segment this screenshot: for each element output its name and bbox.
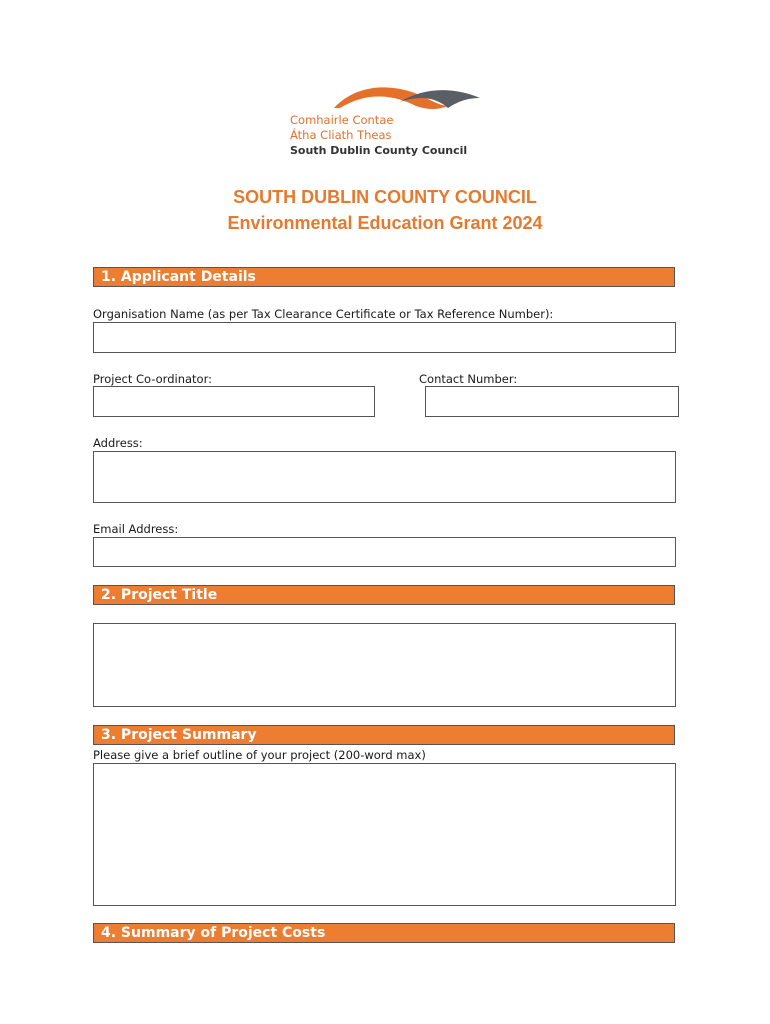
council-logo	[288, 86, 484, 160]
email-address-label: Email Address:	[93, 522, 179, 536]
contact-number-label: Contact Number:	[419, 372, 518, 386]
organisation-name-label: Organisation Name (as per Tax Clearance Certificate or Tax Reference Number):	[93, 307, 554, 321]
wave-logo-icon	[288, 86, 484, 116]
logo-text-irish-2: Átha Cliath Theas	[290, 128, 392, 142]
section-header-applicant-details: 1. Applicant Details	[93, 267, 675, 287]
section-header-project-costs: 4. Summary of Project Costs	[93, 923, 675, 943]
project-summary-instruction: Please give a brief outline of your project (200-word max)	[93, 748, 426, 762]
organisation-name-input[interactable]	[93, 322, 676, 353]
section-header-project-title: 2. Project Title	[93, 585, 675, 605]
project-coordinator-input[interactable]	[93, 386, 375, 417]
logo-text-english: South Dublin County Council	[290, 144, 468, 157]
project-summary-input[interactable]	[93, 763, 676, 906]
address-input[interactable]	[93, 451, 676, 503]
logo-text-irish-1: Comhairle Contae	[290, 113, 394, 127]
page-subtitle: Environmental Education Grant 2024	[227, 213, 543, 233]
address-label: Address:	[93, 436, 143, 450]
project-coordinator-label: Project Co-ordinator:	[93, 372, 212, 386]
contact-number-input[interactable]	[425, 386, 679, 417]
project-title-input[interactable]	[93, 623, 676, 707]
email-address-input[interactable]	[93, 537, 676, 567]
section-header-project-summary: 3. Project Summary	[93, 725, 675, 745]
page-title: SOUTH DUBLIN COUNTY COUNCIL	[233, 187, 537, 207]
